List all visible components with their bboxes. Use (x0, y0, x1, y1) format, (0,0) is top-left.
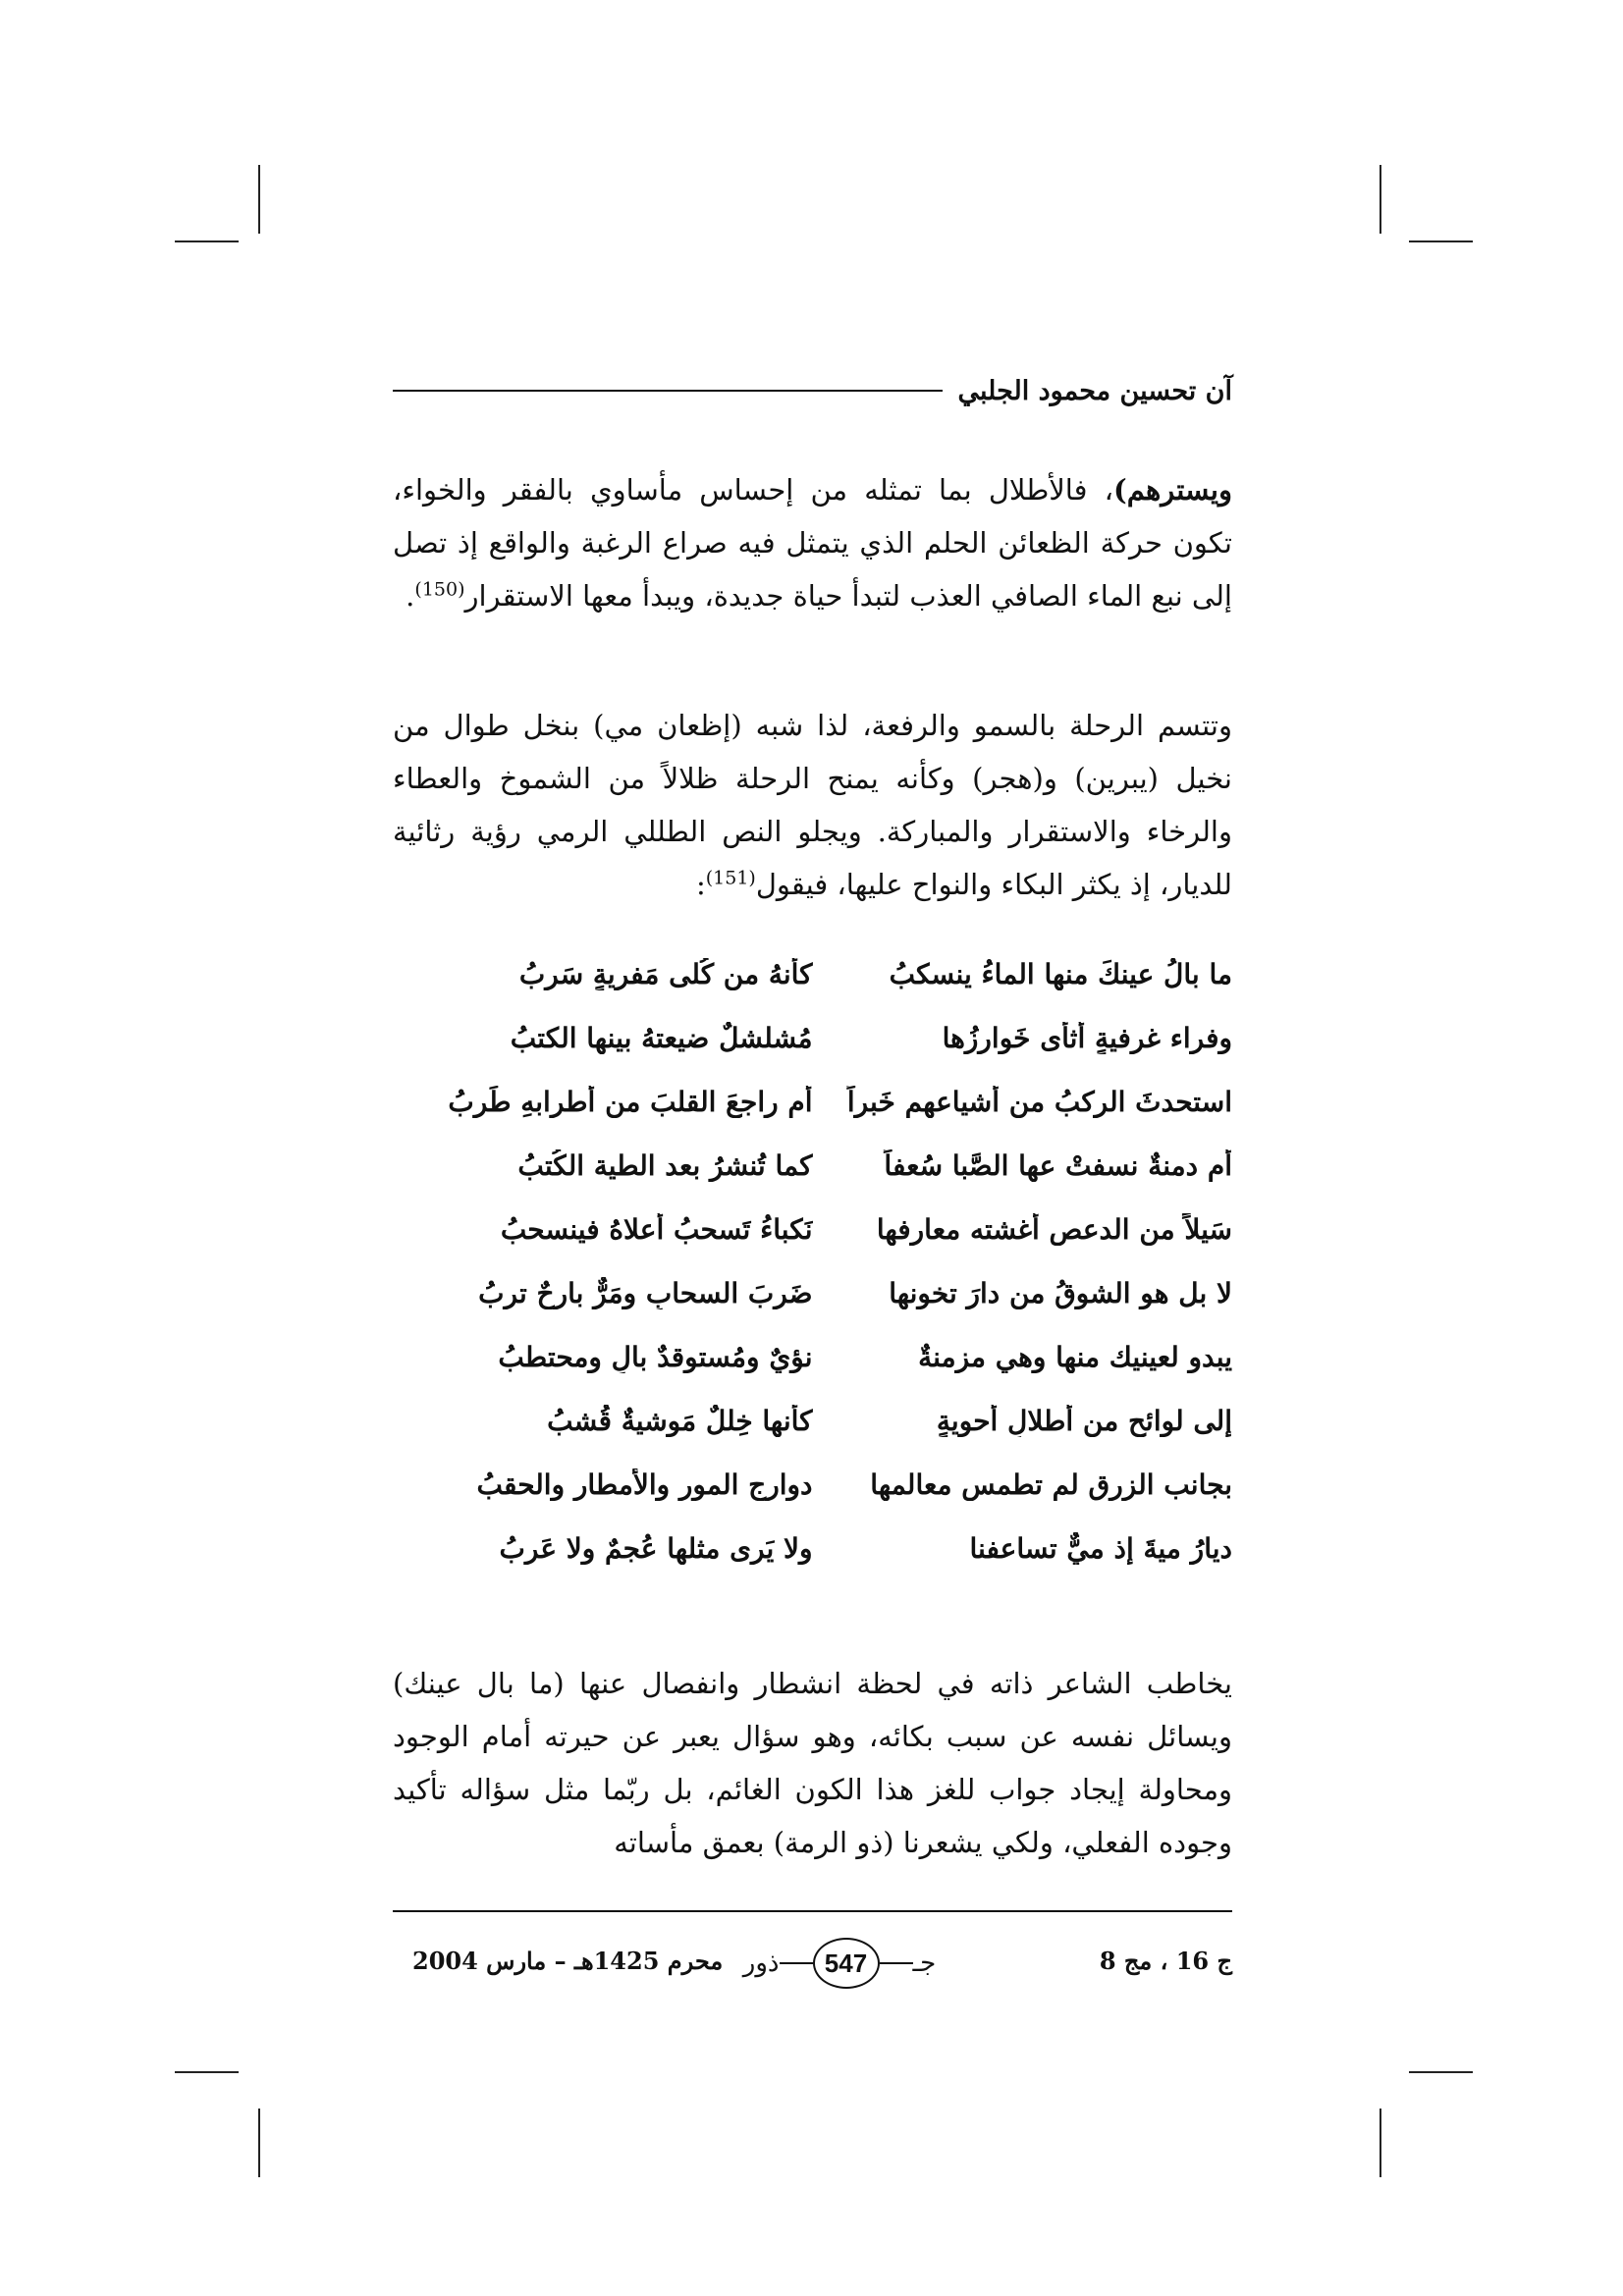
footnote-ref[interactable]: (151) (705, 867, 756, 889)
crop-mark (1409, 2071, 1473, 2073)
verse-second-hemistich: ولا يَرى مثلها عُجمٌ ولا عَربُ (499, 1532, 813, 1565)
paragraph-end: . (406, 579, 415, 613)
header-rule (393, 390, 943, 392)
journal-name-right: جـ (912, 1949, 937, 1978)
poem (393, 942, 1232, 1580)
page-footer (393, 1929, 1232, 1998)
verse-line (393, 1070, 1232, 1134)
verse-first-hemistich: يبدو لعينيك منها وهي مزمنةٌ (918, 1341, 1232, 1373)
verse-second-hemistich: نؤيٌ ومُستوقدٌ بالٍ ومحتطبُ (498, 1341, 813, 1373)
verse-second-hemistich: ضَربَ السحابِ ومَرٌّ بارحٌ تربُ (478, 1277, 813, 1309)
verse-line (393, 1453, 1232, 1517)
paragraph (393, 463, 1232, 622)
paragraph-text: ، فالأطلال بما تمثله من إحساس مأساوي بالفقر والخواء، تكون حركة الظعائن الحلم الذي يتمثل فيه صراع الرغبة والواقع إذ تصل إلى نبع الماء الصافي العذب لتبدأ حياة جديدة، ويبدأ معها الاستقرار (393, 473, 1232, 613)
page-header (393, 361, 1232, 420)
logo-line (780, 1962, 813, 1964)
publication-date: محرم 1425هـ – مارس 2004 (412, 1947, 724, 1975)
verse-first-hemistich: إلى لوائح من أطلالِ أحويةٍ (936, 1405, 1232, 1437)
verse-first-hemistich: سَيلاً من الدعص أغشته معارفها (876, 1213, 1232, 1246)
verse-second-hemistich: كأنهُ من كُلى مَفريةٍ سَربُ (518, 958, 813, 990)
verse-second-hemistich: دوارج المور والأمطار والحقبُ (476, 1468, 813, 1501)
verse-first-hemistich: وفراء غرفيةٍ أثأى خَوارزُها (942, 1022, 1232, 1054)
paragraph (393, 699, 1232, 911)
crop-mark (1409, 240, 1473, 242)
journal-logo (741, 1929, 938, 1998)
crop-mark (258, 2109, 260, 2177)
verse-second-hemistich: كما تُنشرُ بعد الطية الكُتبُ (517, 1149, 813, 1182)
crop-mark (1380, 2109, 1381, 2177)
paragraph-text: وتتسم الرحلة بالسمو والرفعة، لذا شبه (إظعان مي) بنخل طوال من نخيل (يبرين) و(هجر) وكأنه يمنح الرحلة ظلالاً من الشموخ والعطاء والرخاء والاستقرار والمباركة. ويجلو النص الطللي الرمي رؤية رثائية للديار، إذ يكثر البكاء والنواح عليها، فيقول (393, 709, 1232, 901)
verse-line (393, 1261, 1232, 1325)
verse-second-hemistich: أم راجعَ القلبَ من أطرابهِ طَربُ (448, 1086, 813, 1118)
verse-first-hemistich: ديارُ ميةَ إذ ميٌّ تساعفنا (969, 1532, 1232, 1565)
verse-line (393, 1325, 1232, 1389)
crop-mark (175, 2071, 239, 2073)
crop-mark (258, 165, 260, 234)
verse-first-hemistich: أم دمنةٌ نسفتْ عها الصَّبا سُعفاً (884, 1149, 1232, 1182)
verse-line (393, 1006, 1232, 1070)
verse-line (393, 942, 1232, 1006)
author-name: آن تحسين محمود الجلبي (957, 375, 1232, 406)
paragraph-lead: ويسترهم) (1112, 473, 1232, 507)
paragraph-end: : (695, 868, 706, 901)
verse-first-hemistich: ما بالُ عينكَ منها الماءُ ينسكبُ (889, 958, 1232, 990)
logo-line (880, 1962, 913, 1964)
paragraph-text: يخاطب الشاعر ذاته في لحظة انشطار وانفصال عنها (ما بال عينك) ويسائل نفسه عن سبب بكائه، وهو سؤال يعبر عن حيرته أمام الوجود ومحاولة إيجاد جواب للغز هذا الكون الغائم، بل ربّما مثل سؤاله تأكيد وجوده الفعلي، ولكي يشعرنا (ذو الرمة) بعمق مأساته (393, 1667, 1232, 1859)
verse-second-hemistich: نَكباءُ تَسحبُ أعلاهُ فينسحبُ (500, 1213, 813, 1246)
crop-mark (1380, 165, 1381, 234)
crop-mark (175, 240, 239, 242)
issue-info: ج 16 ، مج 8 (1099, 1947, 1232, 1975)
verse-first-hemistich: لا بل هو الشوقُ من دارَ تخونها (889, 1277, 1232, 1309)
journal-name-left: ذور (742, 1949, 780, 1978)
verse-second-hemistich: كأنها خِللٌ مَوشيةٌ قُشبُ (547, 1405, 813, 1437)
verse-line (393, 1134, 1232, 1198)
verse-line (393, 1517, 1232, 1580)
verse-line (393, 1389, 1232, 1453)
footnote-ref[interactable]: (150) (414, 578, 465, 601)
page-number: 547 (813, 1938, 880, 1989)
verse-line (393, 1198, 1232, 1261)
verse-second-hemistich: مُشلشلٌ ضيعتهُ بينها الكتبُ (510, 1022, 813, 1054)
paragraph (393, 1657, 1232, 1869)
footer-rule (393, 1910, 1232, 1912)
verse-first-hemistich: استحدثَ الركبُ من أشياعهم خَبراً (846, 1086, 1232, 1118)
verse-first-hemistich: بجانب الزرق لم تطمس معالمها (870, 1468, 1232, 1501)
